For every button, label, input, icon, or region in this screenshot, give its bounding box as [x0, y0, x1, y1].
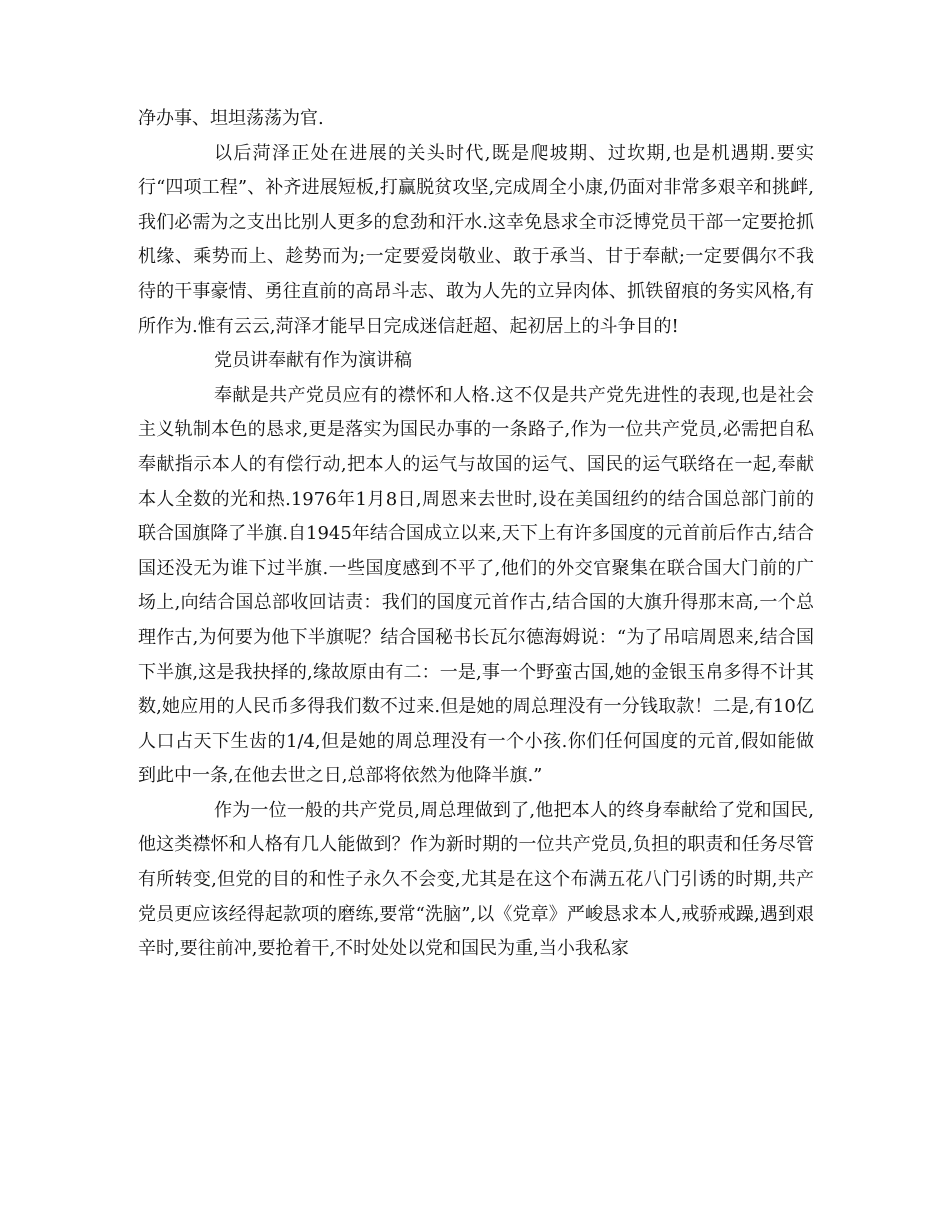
paragraph-3: 奉献是共产党员应有的襟怀和人格.这不仅是共产党先进性的表现,也是社会主义轨制本色的恳求,更是落实为国民办事的一条路子,作为一位共产党员,必需把自私奉献指示本人的有偿行动,把本人的运气与故国的运气、国民的运气联络在一起,奉献本人全数的光和热.1976年1月8日,周恩来去世时,设在美国纽约的结合国总部门前的联合国旗降了半旗.自1945年结合国成立以来,天下上有许多国度的元首前后作古,结合国还没无为谁下过半旗.一些国度感到不平了,他们的外交官聚集在联合国大门前的广场上,向结合国总部收回诘责：我们的国度元首作古,结合国的大旗升得那末高,一个总理作古,为何要为他下半旗呢？结合国秘书长瓦尔德海姆说：“为了吊唁周恩来,结合国下半旗,这是我抉择的,缘故原由有二：一是,事一个野蛮古国,她的金银玉帛多得不计其数,她应用的人民币多得我们数不过来.但是她的周总理没有一分钱取款！二是,有10亿人口占天下生齿的1/4,但是她的周总理没有一个小孩.你们任何国度的元首,假如能做到此中一条,在他去世之日,总部将依然为他降半旗.” — [138, 384, 814, 787]
paragraph-1: 净办事、坦坦荡荡为官. — [138, 108, 324, 129]
paragraph-4: 作为一位一般的共产党员,周总理做到了,他把本人的终身奉献给了党和国民,他这类襟怀和人格有几人能做到？作为新时期的一位共产党员,负担的职责和任务尽管有所转变,但党的目的和性子永久不会变,尤其是在这个布满五花八门引诱的时期,共产党员更应该经得起款项的磨练,要常“洗脑”,以《党章》严峻恳求本人,戒骄戒躁,遇到艰辛时,要往前冲,要抢着干,不时处处以党和国民为重,当小我私家 — [138, 799, 814, 960]
paragraph-2: 以后菏泽正处在进展的关头时代,既是爬坡期、过坎期,也是机遇期.要实行“四项工程”、补齐进展短板,打赢脱贫攻坚,完成周全小康,仍面对非常多艰辛和挑衅,我们必需为之支出比别人更多的怠劲和汗水.这幸免恳求全市泛博党员干部一定要抢抓机缘、乘势而上、趁势而为;一定要爱岗敬业、敢于承当、甘于奉献;一定要偶尔不我待的干事豪情、勇往直前的高昂斗志、敢为人先的立异肉体、抓铁留痕的务实风格,有所作为.惟有云云,菏泽才能早日完成迷信赶超、起初居上的斗争目的! — [138, 142, 814, 337]
document-page — [138, 102, 814, 967]
section-heading: 党员讲奉献有作为演讲稿 — [214, 350, 412, 372]
